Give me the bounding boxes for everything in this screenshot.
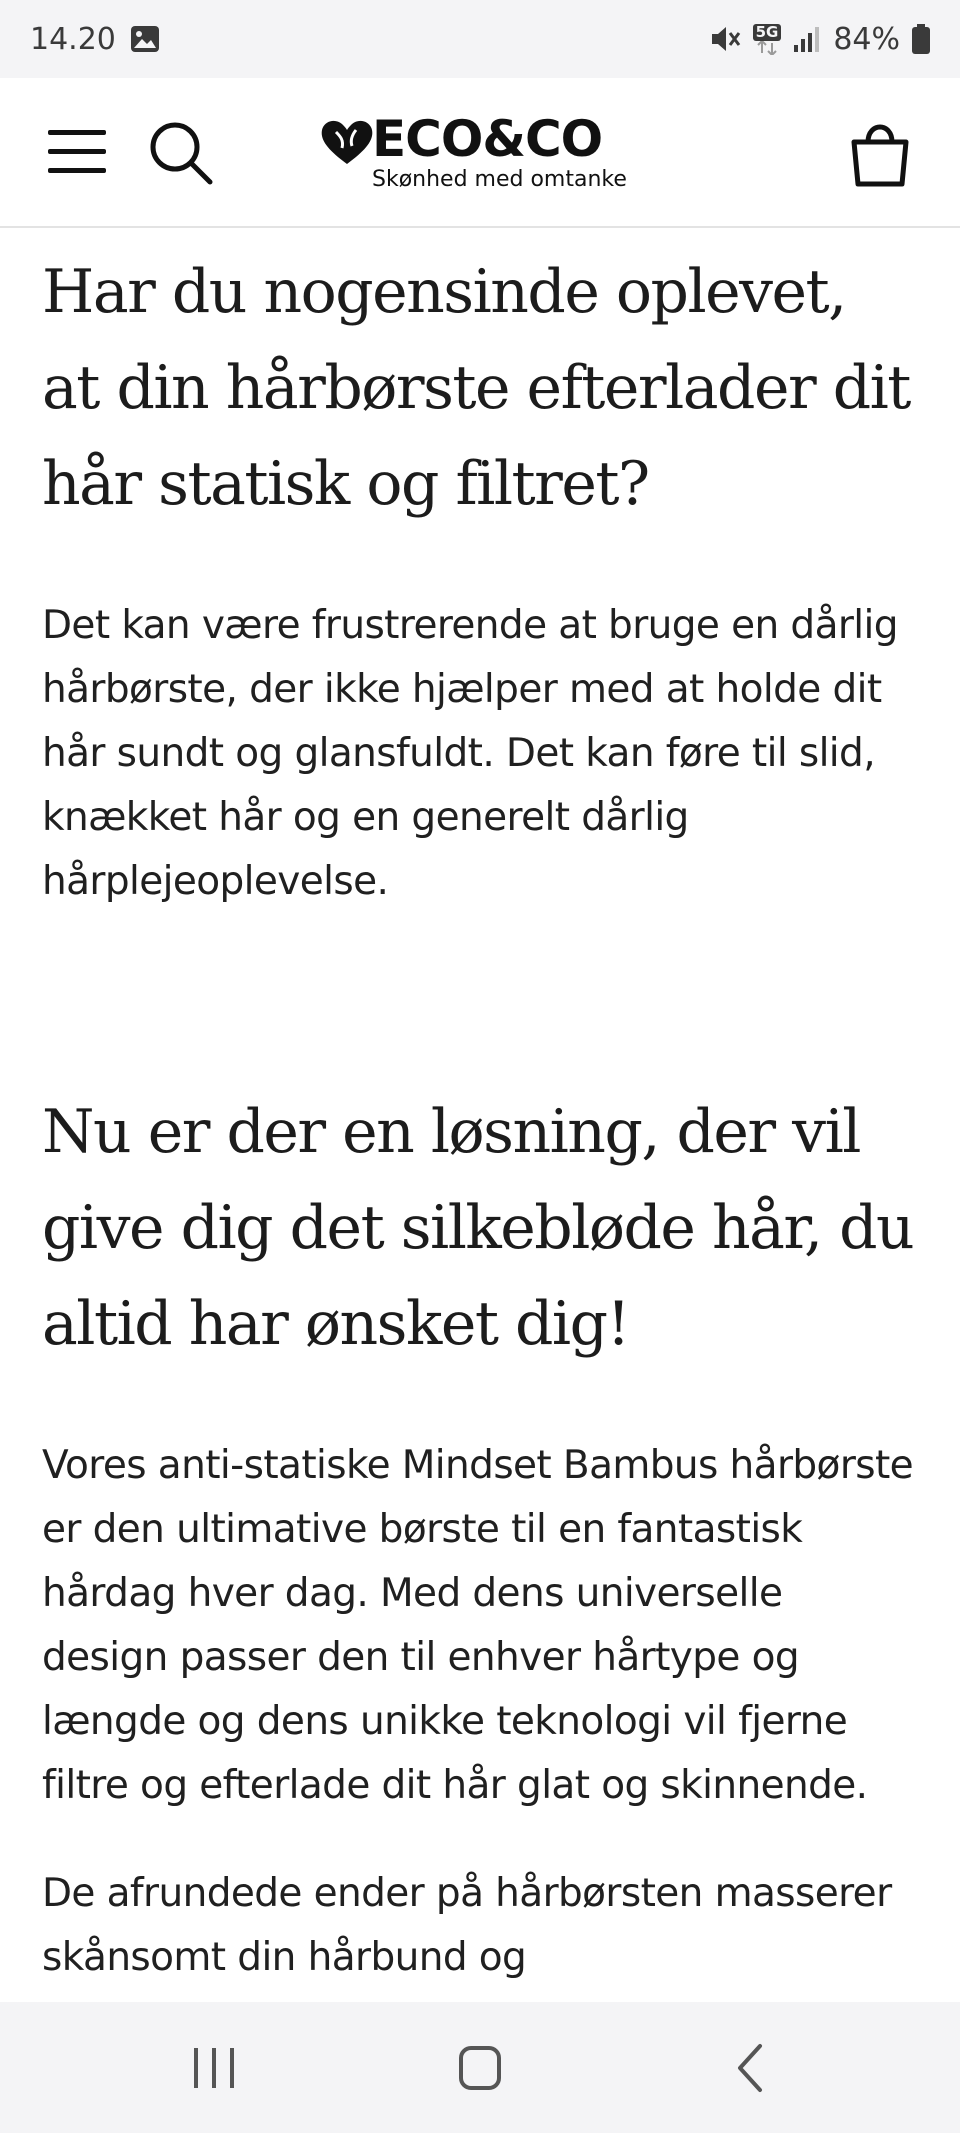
signal-icon <box>793 25 821 53</box>
gallery-notification-icon <box>130 25 160 53</box>
cart-icon[interactable] <box>850 120 910 188</box>
logo-tagline: Skønhed med omtanke <box>372 167 627 192</box>
recent-apps-icon[interactable] <box>192 2040 236 2096</box>
system-navigation-bar <box>0 2002 960 2133</box>
status-bar <box>0 0 960 78</box>
data-arrows-icon <box>756 41 778 55</box>
battery-icon <box>912 24 930 54</box>
search-icon[interactable] <box>148 120 214 186</box>
home-icon[interactable] <box>458 2040 502 2096</box>
menu-icon[interactable] <box>48 130 108 174</box>
site-header <box>0 78 960 228</box>
battery-percent: 84% <box>833 21 900 57</box>
mute-icon <box>709 24 741 54</box>
article-content <box>0 230 960 2002</box>
back-icon[interactable] <box>734 2040 766 2096</box>
heading-static-hair: Har du nogensinde oplevet, at din hårbørste efterlader dit hår statisk og filtret? <box>42 257 910 519</box>
network-label: 5G <box>753 24 782 41</box>
status-time: 14.20 <box>30 21 116 57</box>
status-left <box>30 22 160 57</box>
status-right <box>709 22 930 57</box>
paragraph-product: Vores anti-statiske Mindset Bambus hårbørste er den ultimative børste til en fantastisk hårdag hver dag. Med dens universelle design passer den til enhver hårtype og længde og dens unikke teknologi vil fjerne filtre og efterlade dit hår glat og skinnende. <box>42 1443 914 1808</box>
heading-solution: Nu er der en løsning, der vil give dig det silkebløde hår, du altid har ønsket dig! <box>42 1097 914 1359</box>
heart-logo-icon <box>318 118 376 166</box>
paragraph-problem: Det kan være frustrerende at bruge en dårlig hårbørste, der ikke hjælper med at holde dit hår sundt og glansfuldt. Det kan føre til slid, knækket hår og en generelt dårlig hårplejeoplevelse. <box>42 603 898 904</box>
logo-wordmark: ECO&CO <box>372 110 603 168</box>
network-type-icon <box>753 24 782 55</box>
logo[interactable] <box>318 110 644 194</box>
paragraph-rounded-ends: De afrundede ender på hårbørsten masserer skånsomt din hårbund og <box>42 1871 892 1980</box>
